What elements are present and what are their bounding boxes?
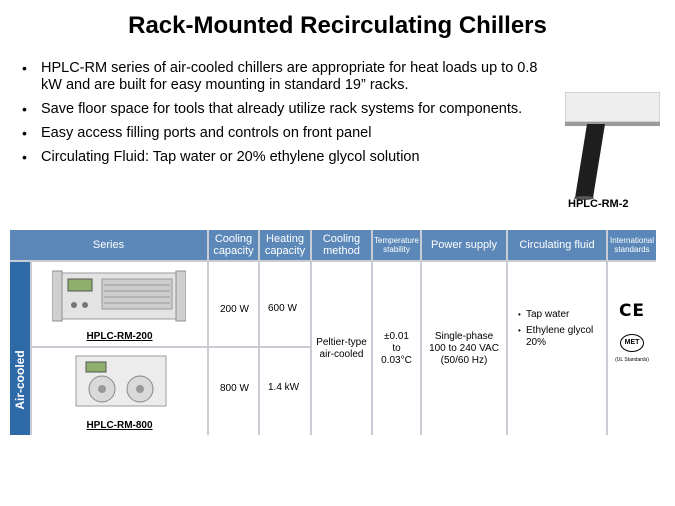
temperature-stability-cell: ±0.01 to 0.03°C bbox=[373, 262, 420, 435]
power-supply-cell: Single-phase 100 to 240 VAC (50/60 Hz) bbox=[422, 262, 506, 435]
circulating-fluid-cell bbox=[508, 262, 606, 435]
heating-capacity-cell: 600 W bbox=[260, 262, 310, 346]
model-label: HPLC-RM-800 bbox=[86, 420, 153, 431]
bullet-item: • Easy access filling ports and controls on front panel bbox=[22, 125, 552, 142]
header-temperature-stability: Temperature stability bbox=[373, 230, 420, 260]
product-cell-hplc-rm-800 bbox=[32, 348, 207, 435]
header-circulating-fluid: Circulating fluid bbox=[508, 230, 606, 260]
standards-cell bbox=[608, 262, 656, 435]
chiller-unit-image bbox=[72, 352, 170, 410]
category-label: Air-cooled bbox=[13, 350, 27, 410]
product-photo-hplc-rm-2 bbox=[565, 92, 660, 202]
product-cell-hplc-rm-200 bbox=[32, 262, 207, 346]
product-caption: HPLC-RM-2 bbox=[568, 198, 629, 210]
model-label: HPLC-RM-200 bbox=[86, 331, 153, 342]
header-series: Series bbox=[10, 230, 207, 260]
bullet-list bbox=[22, 60, 552, 173]
category-side-bar bbox=[10, 262, 30, 435]
bullet-item: • Save floor space for tools that already utilize rack systems for components. bbox=[22, 101, 552, 118]
cooling-method-cell: Peltier-type air-cooled bbox=[312, 262, 371, 435]
fluid-item: • Ethylene glycol 20% bbox=[518, 325, 602, 349]
fluid-item: • Tap water bbox=[518, 309, 602, 321]
cooling-capacity-cell: 200 W bbox=[209, 262, 258, 346]
bullet-item: • HPLC-RM series of air-cooled chillers are appropriate for heat loads up to 0.8 kW and are built for easy mounting in standard 19” racks. bbox=[22, 60, 552, 94]
bullet-item: • Circulating Fluid: Tap water or 20% ethylene glycol solution bbox=[22, 149, 552, 166]
cooling-capacity-cell: 800 W bbox=[209, 348, 258, 435]
slide-title: Rack-Mounted Recirculating Chillers bbox=[128, 12, 547, 39]
met-mark-caption: (UL Standards) bbox=[615, 357, 649, 363]
header-international-standards: International standards bbox=[608, 230, 656, 260]
header-cooling-method: Cooling method bbox=[312, 230, 371, 260]
met-mark-icon: MET bbox=[620, 334, 644, 352]
heating-capacity-cell: 1.4 kW bbox=[260, 348, 310, 435]
header-cooling-capacity: Cooling capacity bbox=[209, 230, 258, 260]
header-heating-capacity: Heating capacity bbox=[260, 230, 310, 260]
spec-table bbox=[10, 230, 656, 435]
header-power-supply: Power supply bbox=[422, 230, 506, 260]
ce-mark-icon: CE bbox=[618, 301, 646, 321]
chiller-rack-unit-image bbox=[52, 265, 186, 323]
